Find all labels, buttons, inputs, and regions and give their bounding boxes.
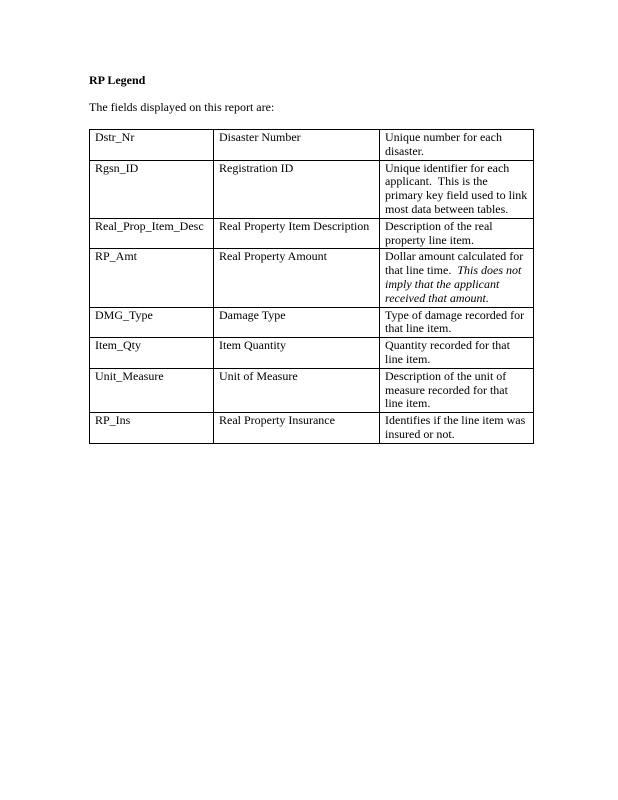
table-row [90, 130, 534, 161]
cell-field-name: RP_Amt [90, 249, 214, 307]
table-row [90, 160, 534, 218]
cell-field-desc [380, 160, 534, 218]
intro-text: The fields displayed on this report are: [89, 100, 275, 114]
cell-field-label: Registration ID [214, 160, 380, 218]
desc-text: Dollar amount calculated for that line time. [385, 249, 524, 278]
cell-field-label: Unit of Measure [214, 368, 380, 412]
cell-field-name: DMG_Type [90, 307, 214, 338]
cell-field-name: Real_Prop_Item_Desc [90, 218, 214, 249]
desc-text: Type of damage recorded for that line item. [385, 307, 525, 336]
table-row [90, 413, 534, 444]
table-row [90, 368, 534, 412]
cell-field-desc [380, 368, 534, 412]
cell-field-name: RP_Ins [90, 413, 214, 444]
cell-field-label: Disaster Number [214, 130, 380, 161]
field-legend-table [89, 129, 534, 444]
table-row [90, 338, 534, 369]
page-title: RP Legend [89, 73, 146, 87]
desc-text: Quantity recorded for that line item. [385, 338, 510, 366]
desc-text: Identifies if the line item was insured or not. [385, 413, 526, 441]
table-row [90, 307, 534, 338]
cell-field-desc [380, 413, 534, 444]
document-content [89, 73, 533, 444]
cell-field-name: Unit_Measure [90, 368, 214, 412]
desc-text: Unique number for each disaster. [385, 130, 502, 158]
desc-text: Description of the real property line item. [385, 218, 493, 247]
table-row [90, 218, 534, 249]
cell-field-label: Real Property Amount [214, 249, 380, 307]
cell-field-name: Rgsn_ID [90, 160, 214, 218]
cell-field-desc [380, 338, 534, 369]
cell-field-name: Item_Qty [90, 338, 214, 369]
cell-field-desc [380, 130, 534, 161]
cell-field-label: Real Property Item Description [214, 218, 380, 249]
desc-text: Description of the unit of measure recorded for that line item. [385, 368, 508, 411]
desc-text: Unique identifier for each applicant. This is the primary key field used to link most data between tables. [385, 160, 528, 216]
cell-field-desc [380, 218, 534, 249]
cell-field-name: Dstr_Nr [90, 130, 214, 161]
cell-field-label: Item Quantity [214, 338, 380, 369]
cell-field-label: Real Property Insurance [214, 413, 380, 444]
cell-field-desc [380, 307, 534, 338]
cell-field-label: Damage Type [214, 307, 380, 338]
cell-field-desc [380, 249, 534, 307]
desc-text-italic: This does not imply that the applicant received that amount. [385, 263, 522, 305]
table-row [90, 249, 534, 307]
